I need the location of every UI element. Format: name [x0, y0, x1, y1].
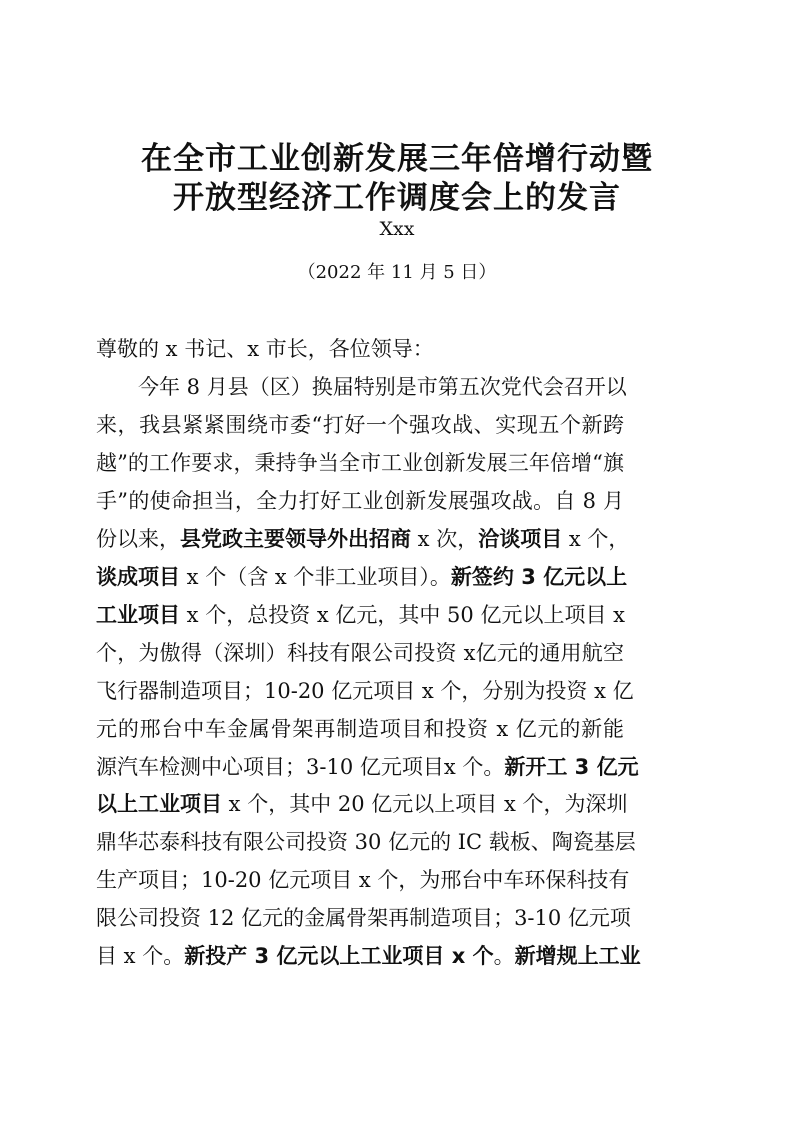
body-line [96, 600, 624, 630]
body-line [96, 562, 628, 592]
body-text-segment: x 个，总投资 x 亿元，其中 50 亿元以上项目 x [180, 602, 625, 627]
bold-text: 工业项目 [96, 602, 180, 627]
bold-text: 洽谈项目 [478, 526, 563, 551]
body-text-segment: x 次， [411, 526, 479, 551]
body-text-segment: 越”的工作要求，秉持争当全市工业创新发展三年倍增“旗 [96, 450, 624, 475]
bold-text: 县党政主要领导外出招商 [180, 526, 411, 551]
body-text-segment: 今年 8 月县（区）换届特别是市第五次党代会召开以 [138, 375, 627, 399]
body-text-segment: 源汽车检测中心项目；3-10 亿元项目x 个。 [96, 754, 505, 779]
body-line [96, 714, 624, 744]
bold-text: 新投产 3 亿元以上工业项目 x 个 [184, 944, 494, 969]
bold-text: 谈成项目 [96, 564, 180, 589]
body-text-segment: 份以来， [96, 526, 180, 551]
body-text-segment: 鼎华芯泰科技有限公司投资 30 亿元的 IC 载板、陶瓷基层 [96, 830, 636, 855]
body-line [96, 789, 628, 819]
body-text-segment: 飞行器制造项目；10-20 亿元项目 x 个，分别为投资 x 亿 [96, 678, 634, 703]
body-text-segment: 限公司投资 12 亿元的金属骨架再制造项目；3-10 亿元项 [96, 906, 631, 931]
title-line-1: 在全市工业创新发展三年倍增行动暨 [141, 141, 653, 177]
body-line [96, 941, 641, 971]
body-line [96, 827, 636, 857]
body-text-segment: 目 x 个。 [96, 944, 185, 969]
body-line [96, 638, 624, 668]
body-text-segment: x 个， [562, 526, 630, 551]
body-line [96, 410, 624, 440]
body-text-segment: 元的邢台中车金属骨架再制造项目和投资 x 亿元的新能 [96, 716, 624, 741]
body-text-segment: x 个，其中 20 亿元以上项目 x 个，为深圳 [222, 792, 628, 817]
body-line [96, 448, 624, 478]
body-line [96, 486, 624, 516]
title-line-2: 开放型经济工作调度会上的发言 [173, 180, 621, 216]
bold-text: 新签约 3 亿元以上 [450, 564, 628, 589]
body-text-segment: 手”的使命担当，全力打好工业创新发展强攻战。自 8 月 [96, 488, 624, 513]
body-line [138, 372, 627, 402]
bold-text: 以上工业项目 [96, 792, 222, 817]
bold-text: 新开工 3 亿元 [504, 754, 639, 779]
bold-text: 新增规上工业 [514, 944, 641, 969]
salutation: 尊敬的 x 书记、x 市长，各位领导： [96, 337, 434, 361]
body-line [96, 903, 631, 933]
body-text-segment: 生产项目；10-20 亿元项目 x 个，为邢台中车环保科技有 [96, 868, 630, 893]
body-line [96, 865, 630, 895]
speech-date: （2022 年 11 月 5 日） [297, 262, 497, 283]
body-text-segment: 。 [493, 944, 515, 969]
body-text-segment: x 个（含 x 个非工业项目）。 [180, 564, 451, 589]
body-text-segment: 来，我县紧紧围绕市委“打好一个强攻战、实现五个新跨 [96, 412, 624, 437]
body-line [96, 524, 630, 554]
author: Xxx [379, 218, 415, 240]
body-line [96, 676, 634, 706]
body-line [96, 752, 639, 782]
body-text-segment: 个，为傲得（深圳）科技有限公司投资 x亿元的通用航空 [96, 640, 624, 665]
